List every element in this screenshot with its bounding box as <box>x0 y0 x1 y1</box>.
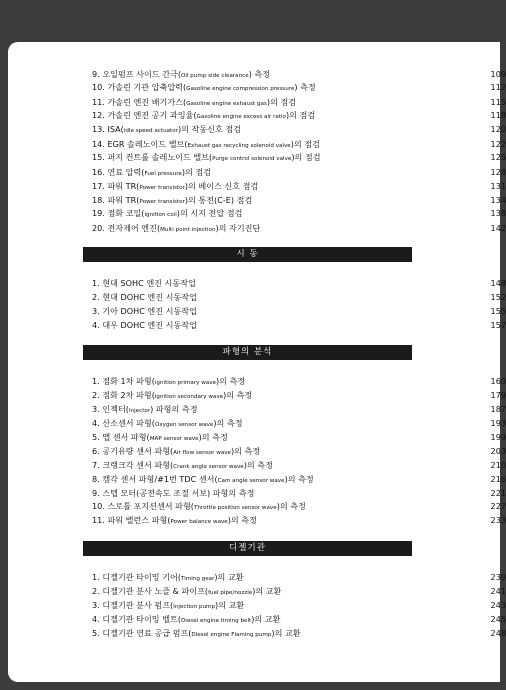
toc-entry-korean-title: 디젤기관 연료 공급 펌프( <box>102 628 192 638</box>
toc-entry-korean-title: 맵 센서 파형( <box>102 432 150 442</box>
toc-entry <box>92 95 506 109</box>
toc-entry-korean-title: 가솔린 엔진 배기가스( <box>107 97 187 107</box>
toc-entry-english-term: idle speed actuator <box>123 128 178 134</box>
toc-entry <box>92 276 506 290</box>
toc-entry <box>92 374 506 388</box>
toc-entry-number: 1. <box>92 572 100 582</box>
toc-entry-page-number: 131 <box>490 181 506 191</box>
toc-entry-title <box>92 122 241 138</box>
toc-entry-korean-title: 공기유량 센서 파형( <box>102 446 174 456</box>
toc-entry-number: 2. <box>92 292 100 302</box>
toc-entry-english-term: Gasoline engine excess air ratio <box>196 114 286 120</box>
toc-entry-title <box>92 80 316 96</box>
toc-entry-number: 14. <box>92 139 105 149</box>
toc-entry-korean-suffix: )의 측정 <box>223 390 253 400</box>
toc-entry <box>92 402 506 416</box>
toc-entry-number: 4. <box>92 614 100 624</box>
toc-entry-english-term: Power transistor <box>139 185 185 191</box>
toc-entry-title <box>92 513 257 529</box>
toc-entry-number: 8. <box>92 474 100 484</box>
toc-entry-number: 1. <box>92 278 100 288</box>
toc-entry <box>92 472 506 486</box>
toc-entry-english-term: Power transistor <box>139 199 185 205</box>
toc-entry-english-term: Diesel engine Flaming pump <box>191 632 272 638</box>
toc-entry-korean-suffix: ) 측정 <box>248 69 271 79</box>
toc-entry-number: 6. <box>92 446 100 456</box>
toc-entry-page-number: 216 <box>490 474 506 484</box>
toc-entry-page-number: 122 <box>490 139 506 149</box>
toc-entry <box>92 598 506 612</box>
toc-entry <box>92 290 506 304</box>
toc-entry-page-number: 210 <box>490 460 506 470</box>
toc-entry-title <box>92 626 301 642</box>
toc-entry-page-number: 221 <box>490 488 506 498</box>
toc-entry-number: 3. <box>92 404 100 414</box>
toc-entry <box>92 458 506 472</box>
toc-entry-korean-title: 파워 밸런스 파형( <box>107 515 171 525</box>
toc-entry-korean-suffix: )의 점검 <box>291 152 321 162</box>
toc-entry-english-term: Throttle position sensor wave <box>193 505 277 511</box>
toc-entry-korean-title: 산소센서 파형( <box>102 418 155 428</box>
toc-entry-korean-suffix: )의 점검 <box>181 167 212 177</box>
toc-entry-korean-suffix: )의 측정 <box>213 418 243 428</box>
toc-entry-korean-title: 스로틀 포지션센서 파형( <box>107 501 194 511</box>
toc-entry-page-number: 239 <box>490 572 506 582</box>
toc-entry-page-number: 243 <box>490 600 506 610</box>
toc-entry <box>92 626 506 640</box>
toc-entry-korean-title: 파워 TR( <box>107 181 140 191</box>
toc-entry-number: 9. <box>92 69 100 79</box>
toc-entry <box>92 80 506 94</box>
toc-entry-number: 4. <box>92 418 100 428</box>
toc-entry-title <box>92 221 260 237</box>
toc-entry-title <box>92 290 197 304</box>
toc-entry-korean-suffix: )의 측정 <box>215 376 246 386</box>
toc-entry-title <box>92 486 254 500</box>
toc-entry-english-term: Oxygen sensor wave <box>154 422 214 428</box>
toc-entry-korean-suffix: )의 점검 <box>266 97 297 107</box>
toc-entry-number: 1. <box>92 376 100 386</box>
toc-entry-korean-title: 점화 2차 파형( <box>102 390 155 400</box>
toc-entry <box>92 122 506 136</box>
toc-entry-korean-title: 가솔린 기관 압축압력( <box>107 82 187 92</box>
toc-entry-number: 2. <box>92 390 100 400</box>
toc-entry-korean-title: 가솔린 엔진 공기 과잉율( <box>107 110 197 120</box>
toc-entry-page-number: 160 <box>490 376 506 386</box>
toc-entry-english-term: Injection pump <box>173 604 216 610</box>
toc-entry-number: 2. <box>92 586 100 596</box>
toc-entry-english-term: Air flow sensor wave <box>173 450 231 456</box>
toc-entry-page-number: 125 <box>490 152 506 162</box>
section-heading: 파형의 분석 <box>83 345 412 360</box>
toc-entry-english-term: Timing gear <box>180 576 215 582</box>
toc-entry-korean-title: 연료 압력( <box>107 167 145 177</box>
toc-entry-korean-suffix: )의 측정 <box>227 515 257 525</box>
toc-entry-english-term: Cam angle sensor wave <box>217 478 285 484</box>
toc-entry-page-number: 248 <box>490 628 506 638</box>
toc-entry-page-number: 193 <box>490 418 506 428</box>
toc-entry-english-term: Gasoline engine exhaust gas <box>186 101 267 107</box>
toc-entry-korean-title: 인젝터( <box>102 404 129 414</box>
toc-entry-english-term: Multi point injection <box>160 227 216 233</box>
toc-entry-title <box>92 304 197 318</box>
toc-entry-korean-suffix: )의 측정 <box>231 446 261 456</box>
toc-entry-korean-suffix: )의 통전(C-E) 점검 <box>184 195 253 205</box>
toc-entry-korean-suffix: )의 교환 <box>214 572 244 582</box>
toc-entry-korean-title: ISA( <box>107 124 124 134</box>
toc-entry-korean-suffix: )의 작동신호 점검 <box>177 124 242 134</box>
toc-entry <box>92 499 506 513</box>
toc-entry-korean-title: 현대 DOHC 엔진 시동작업 <box>102 292 197 302</box>
toc-entry-english-term: ignition secondary wave <box>154 394 224 400</box>
toc-entry-english-term: Diesel engine timing belt <box>180 618 252 624</box>
toc-entry <box>92 179 506 193</box>
toc-entry-number: 10. <box>92 501 105 511</box>
toc-entry-page-number: 157 <box>490 320 506 330</box>
toc-entry-page-number: 115 <box>490 97 506 107</box>
toc-entry <box>92 137 506 151</box>
toc-entry-number: 10. <box>92 82 105 92</box>
toc-entry-number: 5. <box>92 432 100 442</box>
toc-entry-korean-title: 디젤기관 타이밍 벨트( <box>102 614 181 624</box>
toc-entry-number: 11. <box>92 97 105 107</box>
toc-entry-korean-title: 디젤기관 분사 노즐 & 파이프( <box>102 586 209 596</box>
toc-entry <box>92 108 506 122</box>
toc-entry-korean-title: 퍼지 컨트롤 솔레노이드 밸브( <box>107 152 213 162</box>
toc-entry-korean-suffix: )의 측정 <box>243 460 273 470</box>
toc-entry-page-number: 128 <box>490 167 506 177</box>
toc-entry-korean-title: 파워 TR( <box>107 195 140 205</box>
toc-entry-number: 16. <box>92 167 105 177</box>
toc-entry-page-number: 152 <box>490 292 506 302</box>
toc-entry-korean-title: 점화 코일( <box>107 208 145 218</box>
toc-entry-number: 11. <box>92 515 105 525</box>
toc-entry <box>92 444 506 458</box>
toc-entry <box>92 513 506 527</box>
toc-entry-number: 15. <box>92 152 105 162</box>
toc-entry-english-term: ignition coil <box>144 212 177 218</box>
toc-entry <box>92 612 506 626</box>
toc-entry-number: 19. <box>92 208 105 218</box>
toc-entry-title <box>92 150 321 166</box>
toc-entry-korean-suffix: )의 시지 전압 점검 <box>176 208 243 218</box>
toc-entry-page-number: 245 <box>490 614 506 624</box>
toc-entry <box>92 165 506 179</box>
toc-entry-number: 4. <box>92 320 100 330</box>
toc-entry-page-number: 118 <box>490 110 506 120</box>
toc-entry <box>92 486 506 500</box>
toc-entry-page-number: 155 <box>490 306 506 316</box>
toc-entry-page-number: 109 <box>490 69 506 79</box>
toc-entry-title <box>92 318 197 332</box>
toc-entry-page-number: 148 <box>490 278 506 288</box>
section-heading: 디젤기관 <box>83 541 412 556</box>
toc-entry-english-term: Exhaust gas recycling solenoid valve <box>187 143 291 149</box>
toc-entry-korean-suffix: )의 측정 <box>284 474 314 484</box>
toc-entry-korean-suffix: ) 파형의 측정 <box>150 404 198 414</box>
toc-entry-number: 12. <box>92 110 105 120</box>
toc-entry-page-number: 138 <box>490 208 506 218</box>
toc-entry-korean-suffix: )의 측정 <box>198 432 228 442</box>
toc-entry-number: 3. <box>92 600 100 610</box>
toc-entry-title <box>92 276 196 290</box>
toc-entry-english-term: Purge control solenoid valve <box>212 156 292 162</box>
toc-entry <box>92 150 506 164</box>
toc-entry-english-term: Power balance wave <box>170 519 228 525</box>
toc-entry-korean-title: 오일펌프 사이드 간극( <box>102 69 181 79</box>
toc-entry-korean-title: 현대 SOHC 엔진 시동작업 <box>102 278 196 288</box>
toc-entry-korean-suffix: )의 점검 <box>290 139 320 149</box>
toc-entry-number: 20. <box>92 223 105 233</box>
toc-entry-page-number: 241 <box>490 586 506 596</box>
toc-entry-korean-suffix: ) 측정 <box>294 82 316 92</box>
toc-entry <box>92 304 506 318</box>
toc-entry-korean-suffix: )의 교환 <box>215 600 245 610</box>
toc-entry-korean-title: 대우 DOHC 엔진 시동작업 <box>102 320 197 330</box>
toc-entry-korean-suffix: )의 베이스 신호 점검 <box>184 181 259 191</box>
toc-entry-korean-suffix: )의 측정 <box>276 501 306 511</box>
toc-entry <box>92 388 506 402</box>
toc-entry-page-number: 112 <box>490 82 506 92</box>
toc-entry-english-term: Injector <box>128 408 151 414</box>
toc-entry-korean-suffix: )의 점검 <box>285 110 316 120</box>
toc-entry-korean-title: 전자제어 엔진( <box>107 223 161 233</box>
toc-entry-page-number: 142 <box>490 223 506 233</box>
toc-entry-page-number: 134 <box>490 195 506 205</box>
toc-entry <box>92 221 506 235</box>
toc-entry-number: 9. <box>92 488 100 498</box>
toc-entry <box>92 416 506 430</box>
toc-entry-page-number: 199 <box>490 432 506 442</box>
toc-entry-english-term: Crank angle sensor wave <box>173 464 244 470</box>
toc-entry-korean-title: 기아 DOHC 엔진 시동작업 <box>102 306 197 316</box>
toc-entry-number: 18. <box>92 195 105 205</box>
toc-entry-korean-title: EGR 솔레노이드 밸브( <box>107 139 188 149</box>
section-heading: 시 동 <box>83 247 412 262</box>
toc-entry-page-number: 203 <box>490 446 506 456</box>
toc-entry-page-number: 120 <box>490 124 506 134</box>
toc-entry-english-term: Fuel pressure <box>144 171 182 177</box>
toc-entry <box>92 430 506 444</box>
toc-entry-english-term: Oil pump side clearance <box>180 73 249 79</box>
toc-entry-korean-suffix: )의 교환 <box>251 614 281 624</box>
toc-entry <box>92 584 506 598</box>
toc-entry-korean-title: 디젤기관 분사 펌프( <box>102 600 174 610</box>
toc-entry-english-term: ignition primary wave <box>154 380 216 386</box>
toc-entry <box>92 67 506 81</box>
toc-entry-number: 13. <box>92 124 105 134</box>
toc-entry <box>92 193 506 207</box>
toc-entry-page-number: 187 <box>490 404 506 414</box>
toc-entry <box>92 206 506 220</box>
toc-entry-english-term: MAP sensor wave <box>149 436 199 442</box>
toc-entry <box>92 318 506 332</box>
toc-entry-title <box>92 206 242 222</box>
toc-entry-number: 7. <box>92 460 100 470</box>
toc-entry-korean-title: 디젤기관 타이밍 기어( <box>102 572 181 582</box>
toc-entry-english-term: fuel pipe/nozzle <box>208 590 253 596</box>
toc-entry-page-number: 179 <box>490 390 506 400</box>
toc-entry-page-number: 233 <box>490 515 506 525</box>
toc-entry <box>92 570 506 584</box>
toc-entry-korean-suffix: )의 자기진단 <box>215 223 261 233</box>
toc-entry-number: 5. <box>92 628 100 638</box>
toc-entry-korean-title: 캠각 센서 파형/#1번 TDC 센서( <box>102 474 218 484</box>
toc-entry-number: 17. <box>92 181 105 191</box>
toc-entry-korean-title: 점화 1차 파형( <box>102 376 155 386</box>
toc-entry-korean-suffix: )의 교환 <box>252 586 282 596</box>
toc-entry-korean-suffix: )의 교환 <box>271 628 301 638</box>
toc-entry-korean-title: 스텝 모터(공전속도 조절 서보) 파형의 측정 <box>102 488 255 498</box>
toc-entry-korean-title: 크랭크각 센서 파형( <box>102 460 174 470</box>
toc-entry-english-term: Gasoline engine compression pressure <box>186 86 295 92</box>
toc-entry-page-number: 227 <box>490 501 506 511</box>
toc-entry-number: 3. <box>92 306 100 316</box>
